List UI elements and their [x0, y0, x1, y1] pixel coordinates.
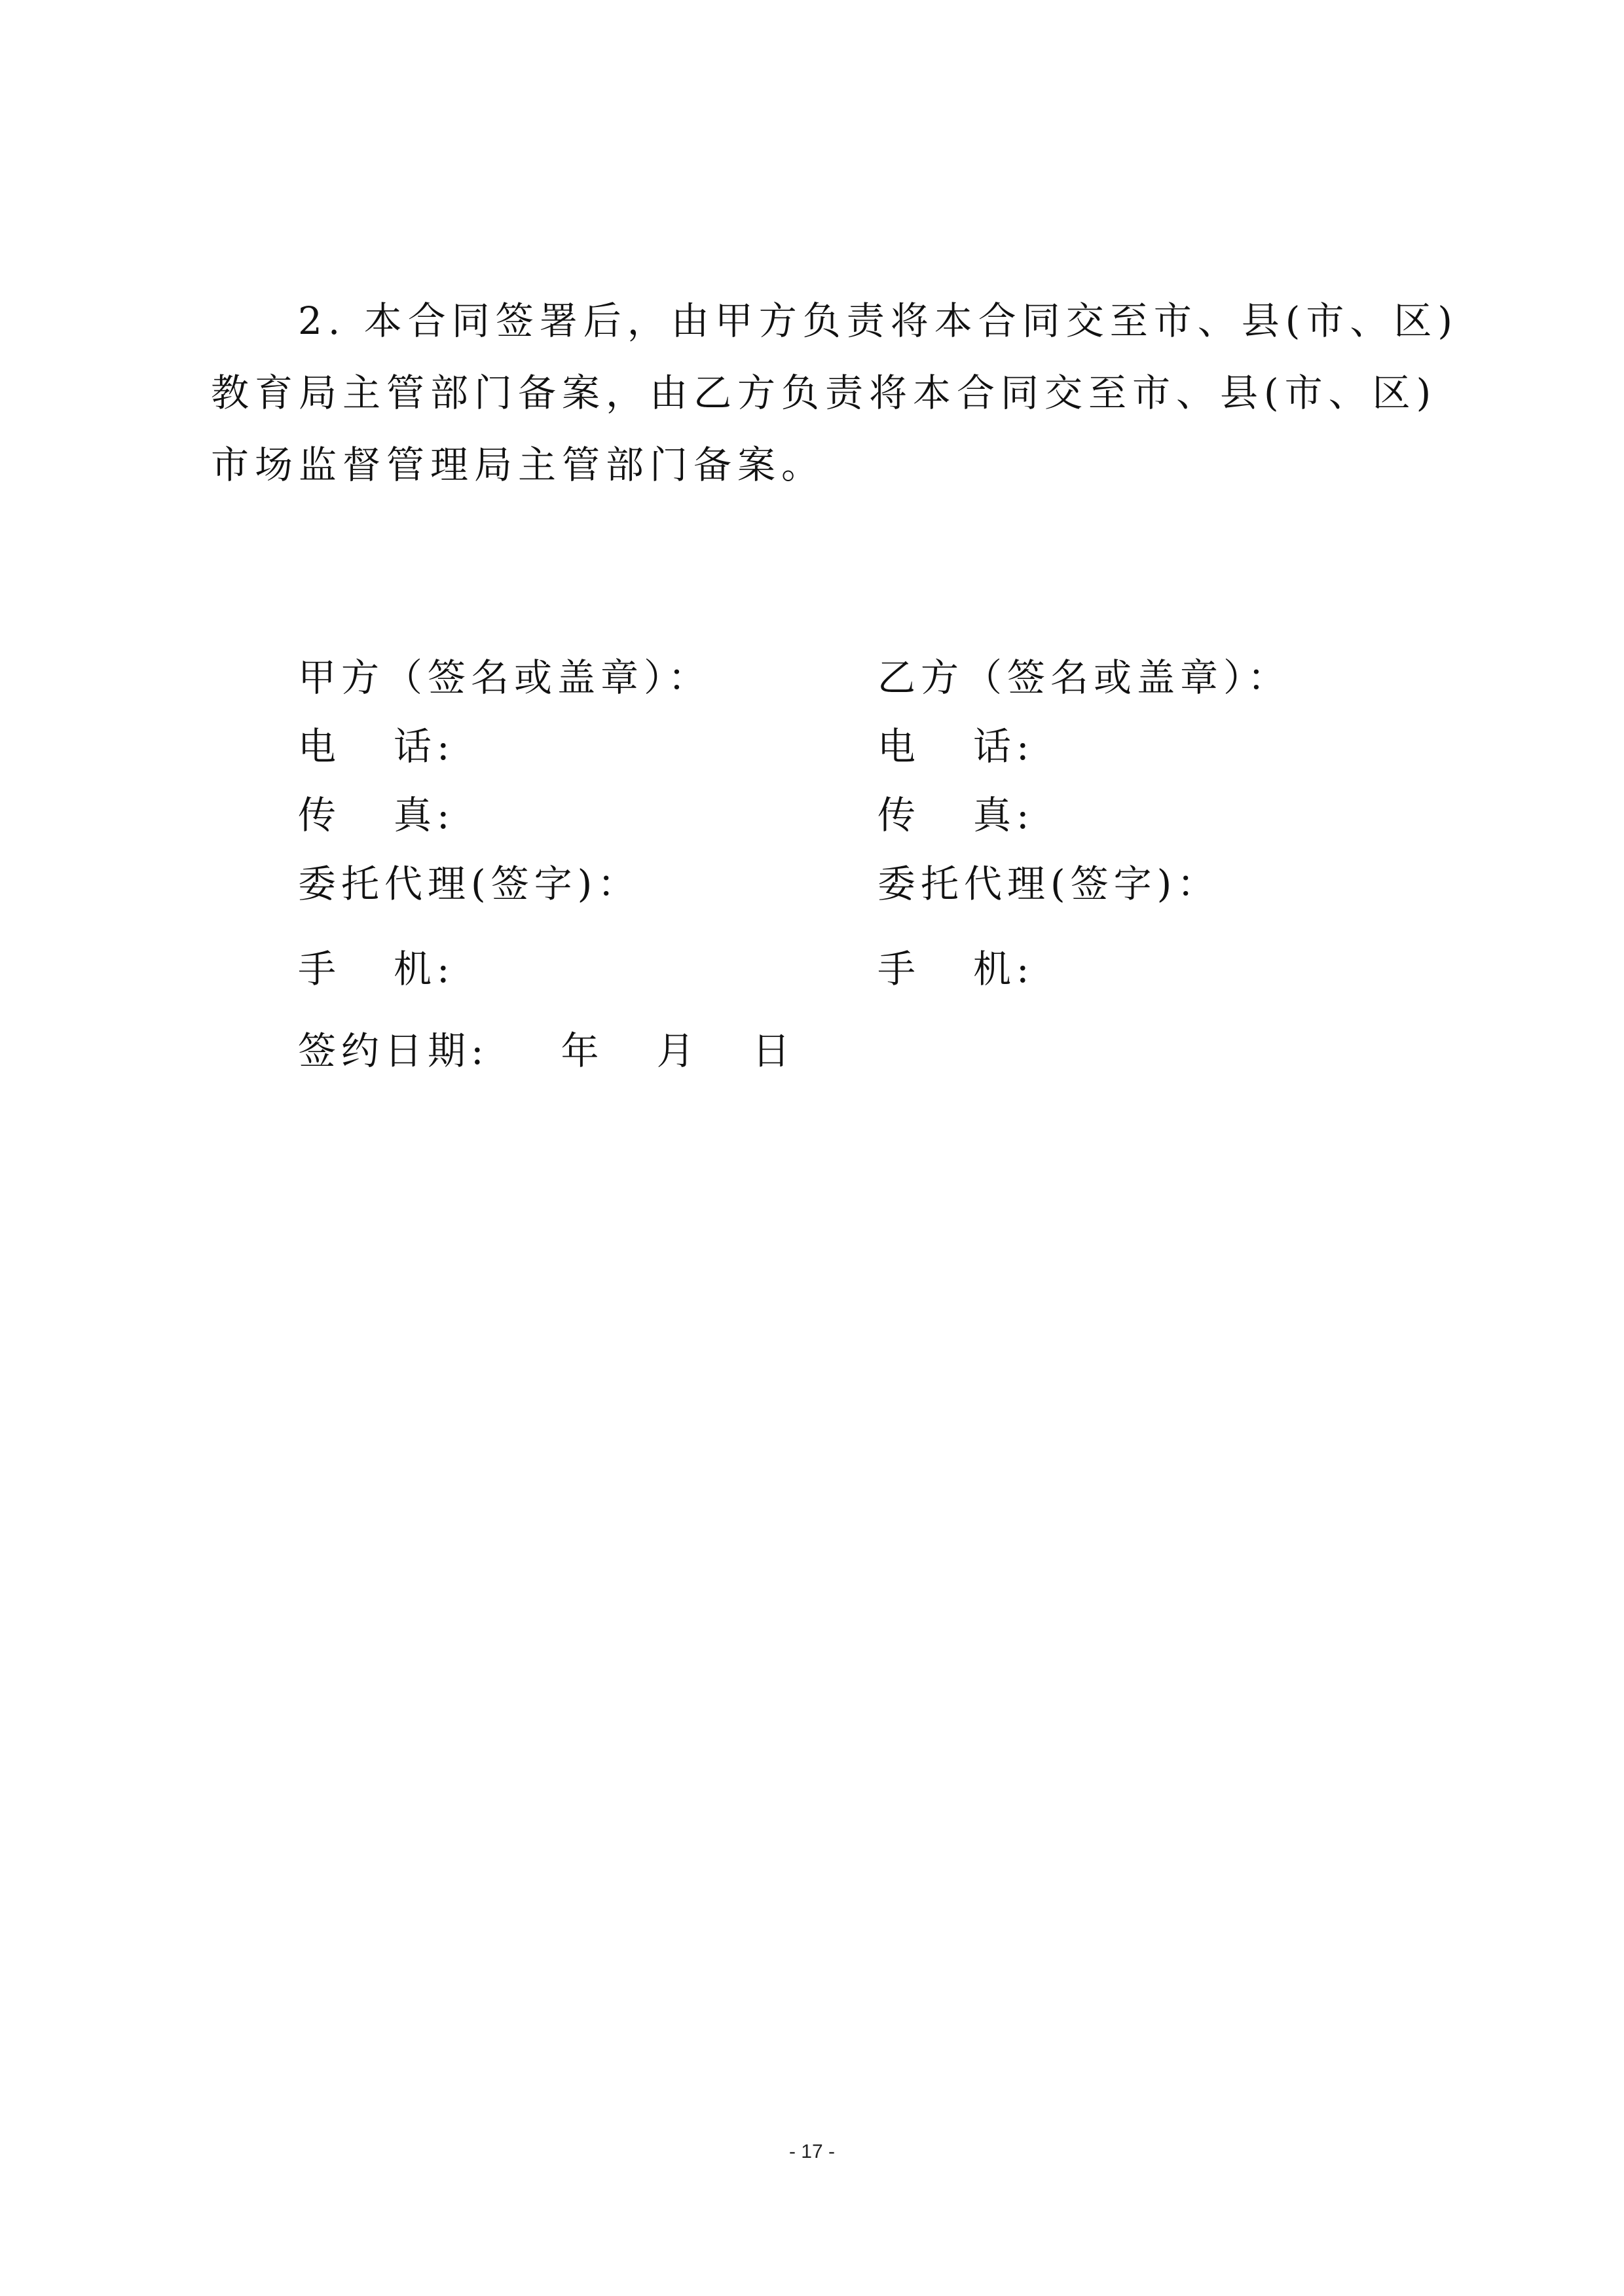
party-a-fax-label [298, 789, 455, 841]
party-b-fax-label [877, 789, 1035, 841]
signing-date-row [298, 1025, 796, 1077]
party-a-mobile-char1: 手 [298, 947, 342, 991]
party-a-agent-label: 委托代理(签字)： [298, 862, 641, 906]
party-a-mobile-char2: 机: [394, 947, 455, 991]
party-a-phone-label [298, 720, 455, 773]
clause-line-1: 2. 本合同签署后，由甲方负责将本合同交至市、县(市、区) [298, 299, 1459, 343]
party-b-agent-label: 委托代理(签字)： [877, 862, 1221, 906]
party-b-phone-char2: 话: [973, 724, 1035, 769]
party-b-mobile-char2: 机: [973, 947, 1035, 991]
clause-line-2: 教育局主管部门备案，由乙方负责将本合同交至市、县(市、区) [211, 371, 1437, 415]
party-b-mobile-label [877, 943, 1035, 995]
clause-line-3: 市场监督管理局主管部门备案。 [211, 443, 826, 487]
party-a-phone-char1: 电 [298, 724, 342, 769]
party-b-fax-char2: 真: [973, 793, 1035, 837]
signing-date-month: 月 [656, 1029, 700, 1073]
party-a-phone-char2: 话: [394, 724, 455, 769]
party-a-mobile-label [298, 943, 455, 995]
signing-date-day: 日 [752, 1029, 796, 1073]
party-a-sign-label: 甲方（签名或盖章）： [298, 655, 712, 700]
party-b-phone-char1: 电 [877, 724, 921, 769]
party-b-phone-label [877, 720, 1035, 773]
party-a-fax-char2: 真: [394, 793, 455, 837]
party-a-fax-char1: 传 [298, 793, 342, 837]
party-b-sign-label: 乙方（签名或盖章）： [877, 655, 1291, 700]
signing-date-year: 年 [561, 1029, 604, 1073]
party-b-mobile-char1: 手 [877, 947, 921, 991]
party-b-fax-char1: 传 [877, 793, 921, 837]
page-number: - 17 - [788, 2141, 836, 2162]
signing-date-label: 签约日期: [298, 1029, 489, 1073]
